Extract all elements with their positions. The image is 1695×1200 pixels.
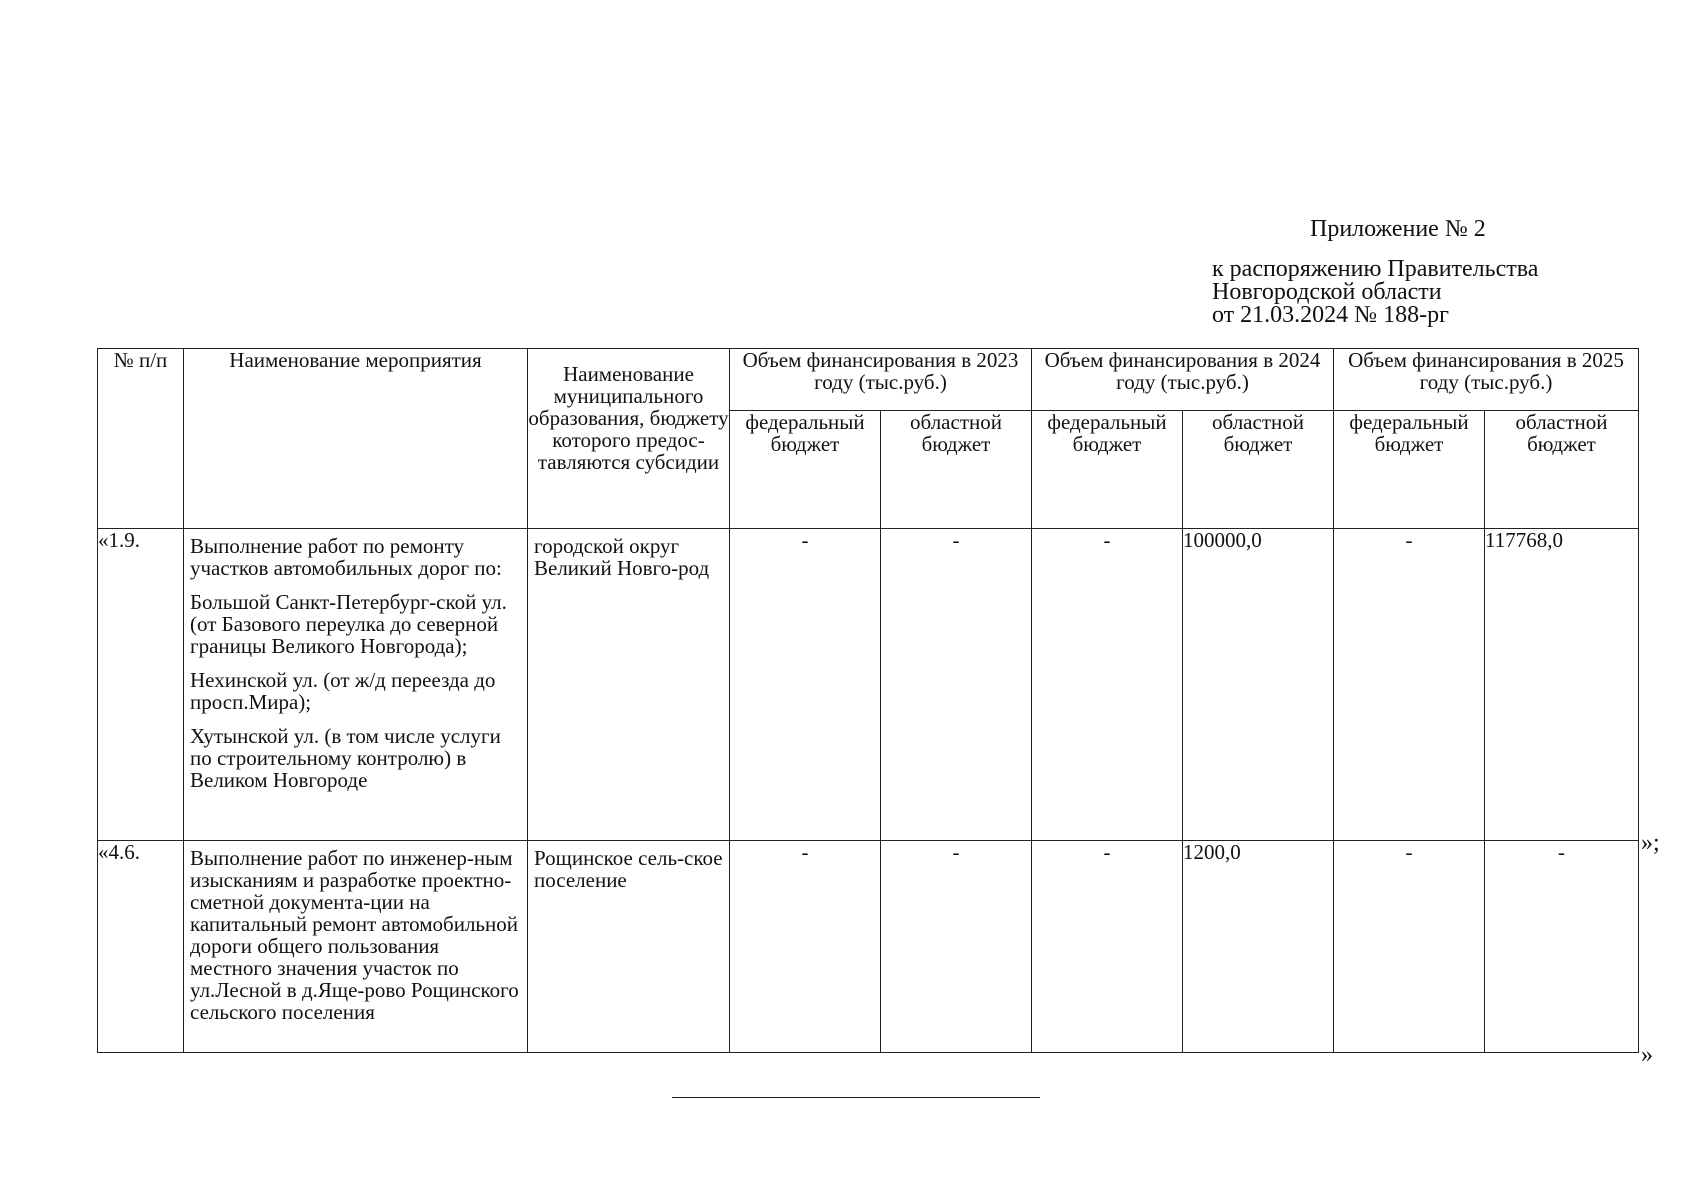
header-regional-2024: областной бюджет (1183, 411, 1334, 529)
regional-2023-value: - (881, 841, 1032, 1053)
table-row (98, 529, 1639, 841)
header-federal-2025: федеральный бюджет (1334, 411, 1485, 529)
closing-quote-2: » (1641, 1042, 1653, 1068)
header-event: Наименование мероприятия (184, 349, 528, 529)
header-line-2: Новгородской области (1212, 279, 1442, 305)
header-year-2023: Объем финансирования в 2023 году (тыс.руб.) (730, 349, 1032, 411)
header-federal-2023: федеральный бюджет (730, 411, 881, 529)
header-year-2025: Объем финансирования в 2025 году (тыс.руб.) (1334, 349, 1639, 411)
event-paragraph: Выполнение работ по ремонту участков автомобильных дорог по: (190, 534, 502, 580)
federal-2025-value: - (1334, 841, 1485, 1053)
event-cell (184, 529, 528, 841)
event-paragraph: Большой Санкт-Петербург-ской ул. (от Базового переулка до северной границы Великого Новгорода); (190, 590, 507, 658)
header-regional-2025: областной бюджет (1485, 411, 1639, 529)
event-paragraph: Выполнение работ по инженер-ным изысканиям и разработке проектно-сметной документа-ции на капитальный ремонт автомобильной дороги общего пользования местного значения участок по ул.Лесной в д.Яще-рово Рощинского сельского поселения (190, 846, 519, 1024)
regional-2023-value: - (881, 529, 1032, 841)
federal-2023-value: - (730, 529, 881, 841)
row-number: «1.9. (98, 529, 184, 841)
regional-2025-value: 117768,0 (1485, 529, 1639, 841)
header-federal-2024: федеральный бюджет (1032, 411, 1183, 529)
funding-table (97, 348, 1639, 1053)
event-paragraph: Нехинской ул. (от ж/д переезда до просп.Мира); (190, 668, 496, 714)
regional-2024-value: 1200,0 (1183, 841, 1334, 1053)
appendix-title: Приложение № 2 (1310, 216, 1486, 242)
closing-quote-1: »; (1641, 830, 1660, 856)
federal-2025-value: - (1334, 529, 1485, 841)
bottom-divider (672, 1097, 1040, 1098)
event-cell (184, 841, 528, 1053)
row-number: «4.6. (98, 841, 184, 1053)
regional-2025-value: - (1485, 841, 1639, 1053)
header-year-2024: Объем финансирования в 2024 году (тыс.руб.) (1032, 349, 1334, 411)
header-municipality: Наименование муниципального образования, бюджету которого предос-тавляются субсидии (528, 349, 730, 529)
regional-2024-value: 100000,0 (1183, 529, 1334, 841)
event-paragraph: Хутынской ул. (в том числе услуги по строительному контролю) в Великом Новгороде (190, 724, 501, 792)
header-line-3: от 21.03.2024 № 188-рг (1212, 302, 1449, 328)
table-row (98, 841, 1639, 1053)
federal-2023-value: - (730, 841, 881, 1053)
header-line-1: к распоряжению Правительства (1212, 256, 1539, 282)
federal-2024-value: - (1032, 529, 1183, 841)
header-regional-2023: областной бюджет (881, 411, 1032, 529)
municipality-cell (528, 841, 730, 1053)
federal-2024-value: - (1032, 841, 1183, 1053)
municipality-name: городской округ Великий Новго-род (534, 534, 710, 580)
municipality-cell (528, 529, 730, 841)
municipality-name: Рощинское сель-ское поселение (534, 846, 723, 892)
header-num: № п/п (98, 349, 184, 529)
